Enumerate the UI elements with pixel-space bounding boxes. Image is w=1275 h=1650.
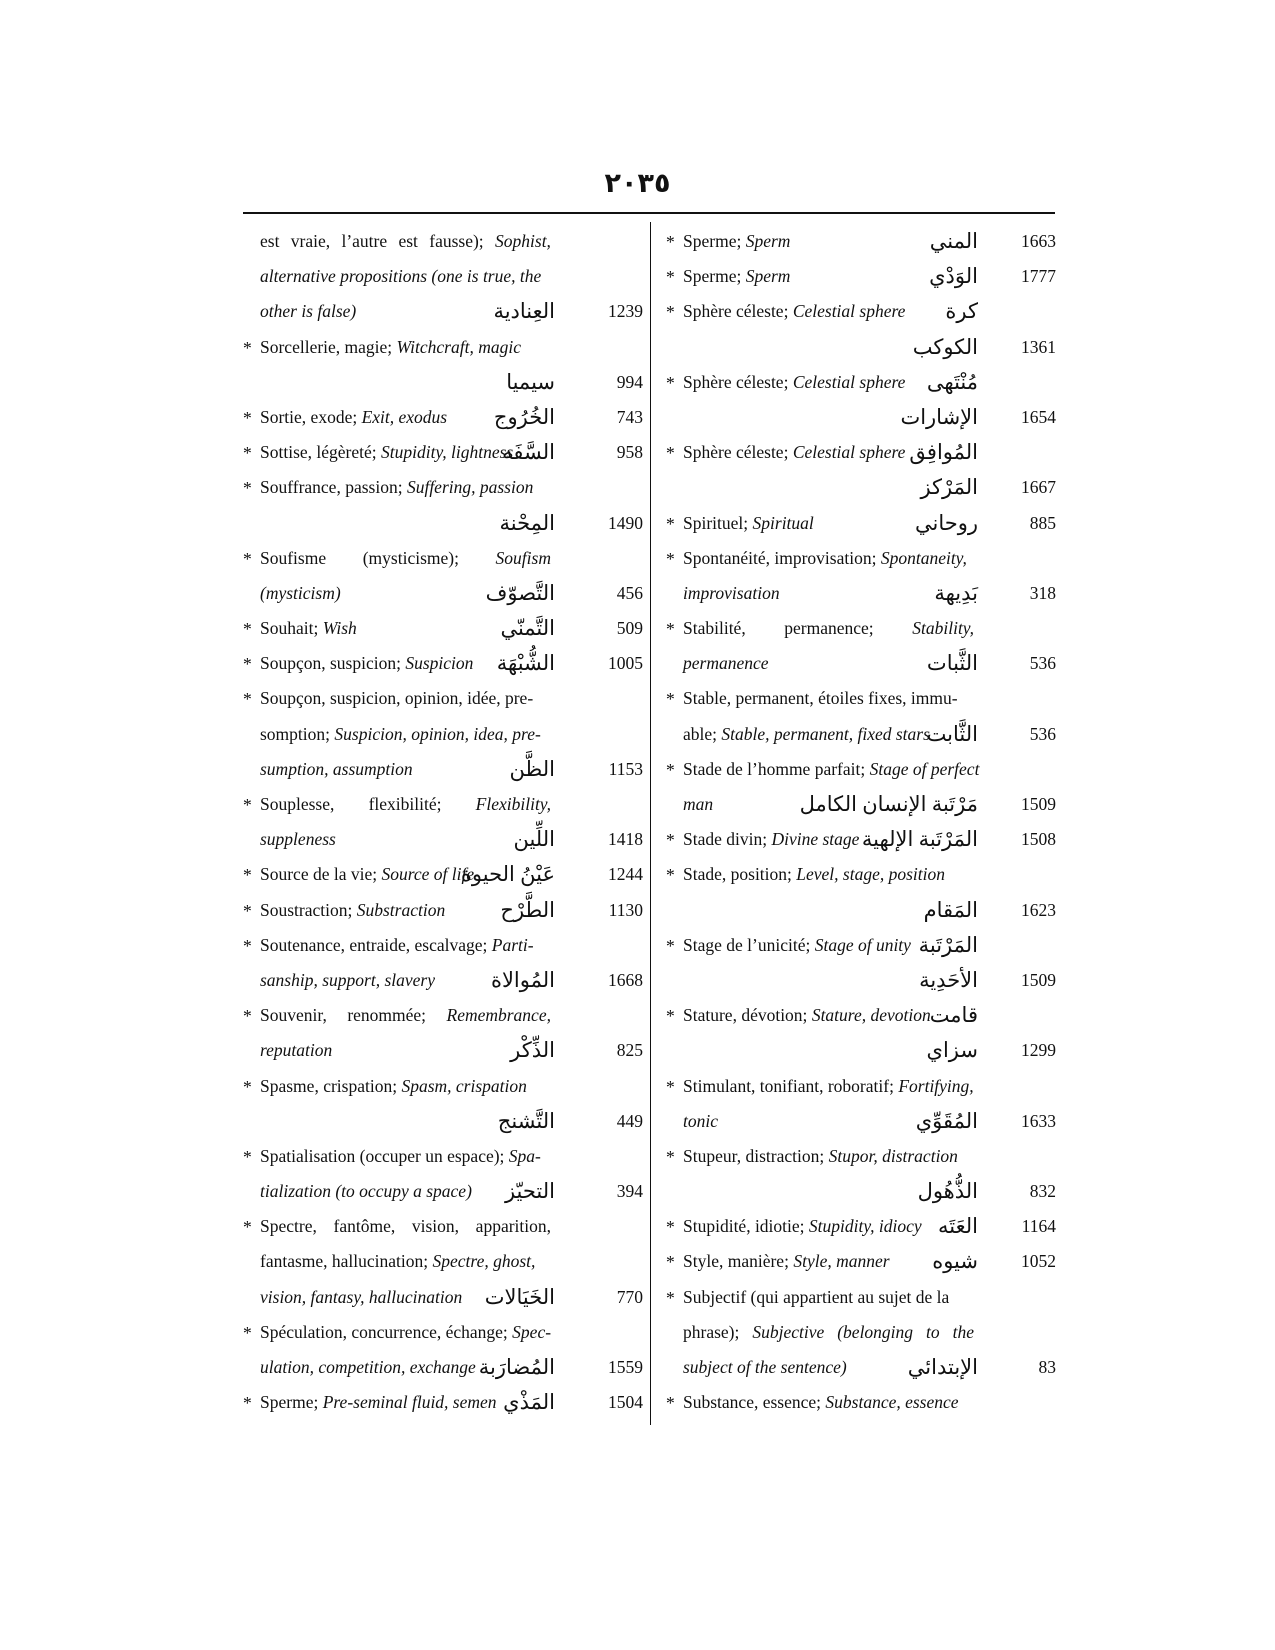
entry-text: Sorcellerie, magie; Witchcraft, magic [260,336,521,357]
entry-line [243,681,643,716]
entry-line [666,646,1056,681]
entry-marker: * [666,935,675,956]
entry-text: reputation [260,1040,333,1061]
entry-line [243,1174,643,1209]
entry-line [243,787,643,822]
entry-marker: * [666,1287,675,1308]
entry-number: 509 [616,618,643,639]
entry-number: 1490 [608,512,643,533]
entry-text: Souvenir, renommée; Remembrance, [260,1005,551,1026]
arabic-term: روحاني [914,510,978,535]
entry-line [243,1209,643,1244]
entry-text: Stade divin; Divine stage [683,829,860,850]
entry-marker: * [666,1393,675,1414]
entry-line [243,611,643,646]
entry-number: 1244 [608,864,643,885]
arabic-term: التَّصوّف [485,580,555,605]
entry-text: Stabilité, permanence; Stability, [683,618,974,639]
entry-marker: * [243,443,252,464]
arabic-term: مَرْتَبة الإنسان الكامل [799,792,978,816]
entry-line [243,1385,643,1420]
entry-number: 832 [1029,1181,1056,1202]
arabic-term: التحيّز [504,1179,555,1204]
entry-marker: * [666,513,675,534]
entry-text: Souplesse, flexibilité; Flexibility, [260,794,551,814]
entry-line [666,1033,1056,1068]
entry-marker: * [666,865,675,886]
entry-text: Soustraction; Substraction [260,899,446,920]
entry-number: 1153 [608,758,643,779]
entry-text: Stupeur, distraction; Stupor, distraction [683,1145,958,1166]
entry-marker: * [243,407,252,428]
entry-text: vision, fantasy, hallucination [260,1286,463,1307]
entry-text: Souffrance, passion; Suffering, passion [260,477,534,498]
entry-marker: * [243,1217,252,1238]
entry-line [666,1209,1056,1244]
entry-number: 1504 [608,1392,643,1413]
entry-line [243,857,643,892]
left-column [243,224,643,1420]
arabic-term: سيميا [506,369,555,394]
entry-line [243,1315,643,1350]
entry-marker: * [243,1006,252,1027]
entry-line [666,1315,1056,1350]
entry-line [243,752,643,787]
entry-number: 1559 [608,1357,643,1377]
right-column [666,224,1056,1420]
entry-marker: * [666,267,675,288]
entry-marker: * [243,548,252,569]
entry-line [243,963,643,998]
entry-text: (mysticism) [260,582,341,603]
entry-number: 1418 [608,829,643,850]
entry-line [243,1104,643,1139]
entry-text: Substance, essence; Substance, essence [683,1392,959,1413]
arabic-term: الوَدْي [929,264,978,289]
entry-line [243,646,643,681]
entry-line [243,365,643,400]
entry-line [666,611,1056,646]
entry-text: Stade de l’homme parfait; Stage of perfect [683,758,980,779]
entry-text: Style, manière; Style, manner [683,1251,890,1272]
entry-text: Soupçon, suspicion, opinion, idée, pre- [260,688,534,709]
entry-number: 1509 [1021,794,1056,814]
entry-text: Soufisme (mysticisme); Soufism [260,547,551,568]
entry-line [666,259,1056,294]
entry-line [243,294,643,329]
entry-number: 1361 [1021,336,1056,357]
entry-number: 1663 [1021,231,1056,251]
arabic-term: الثَّابت [926,721,978,746]
entry-number: 1052 [1021,1251,1056,1272]
arabic-term: الخَيَالات [484,1284,555,1309]
entry-line [666,435,1056,470]
entry-line [666,1385,1056,1420]
entry-marker: * [243,1393,252,1414]
entry-marker: * [243,1146,252,1167]
entry-text: Source de la vie; Source of life [260,864,475,885]
entry-marker: * [243,1076,252,1097]
entry-text: Stimulant, tonifiant, roboratif; Fortifying, [683,1075,974,1096]
arabic-term: مُنْتَهى [926,369,978,394]
entry-marker: * [666,372,675,393]
entry-line [666,1350,1056,1385]
entry-number: 536 [1029,723,1056,744]
entry-line [666,330,1056,365]
entry-line [666,928,1056,963]
entry-marker: * [243,478,252,499]
entry-line [666,963,1056,998]
entry-marker: * [243,619,252,640]
arabic-term: التَّمنّي [500,616,555,641]
arabic-term: المني [929,229,978,253]
entry-text: sanship, support, slavery [260,969,435,990]
entry-line [243,998,643,1033]
entry-text: tialization (to occupy a space) [260,1181,472,1202]
arabic-term: الذُّهُول [917,1179,978,1204]
entry-text: Sperme; Sperm [683,231,791,251]
entry-line [243,470,643,505]
entry-text: Stupidité, idiotie; Stupidity, idiocy [683,1216,922,1237]
entry-marker: * [666,1217,675,1238]
entry-text: Sphère céleste; Celestial sphere [683,371,906,392]
entry-marker: * [666,232,675,252]
entry-text: Spectre, fantôme, vision, apparition, [260,1216,551,1237]
entry-line [666,752,1056,787]
entry-number: 1299 [1021,1040,1056,1061]
entry-number: 1777 [1021,266,1056,287]
entry-number: 994 [616,371,643,392]
entry-number: 958 [616,442,643,463]
entry-text: Sphère céleste; Celestial sphere [683,442,906,463]
entry-marker: * [666,443,675,464]
entry-line [666,1069,1056,1104]
entry-number: 1667 [1021,477,1056,498]
entry-line [666,1139,1056,1174]
entry-text: Stature, dévotion; Stature, devotion [683,1005,931,1026]
entry-text: improvisation [683,582,780,603]
arabic-term: المُضارَبة [478,1355,555,1379]
entry-marker: * [243,865,252,886]
entry-text: permanence [683,653,769,674]
entry-number: 770 [616,1286,643,1307]
arabic-term: المَرْتَبة [918,932,978,957]
arabic-term: الكوكب [912,334,978,359]
entry-marker: * [666,830,675,851]
entry-text: tonic [683,1110,718,1131]
arabic-term: المَذْي [503,1390,555,1415]
entry-text: alternative propositions (one is true, the [260,266,542,287]
entry-line [666,224,1056,259]
entry-line [243,259,643,294]
arabic-term: كرة [945,299,978,324]
arabic-term: عَيْنُ الحيوة [460,862,555,887]
entry-number: 1668 [608,969,643,990]
entry-line [666,294,1056,329]
entry-marker: * [243,900,252,921]
entry-text: est vraie, l’autre est fausse); Sophist, [260,231,551,251]
entry-line [243,400,643,435]
entry-line [666,470,1056,505]
entry-number: 1005 [608,653,643,674]
entry-marker: * [243,654,252,675]
arabic-term: الخُرُوج [493,404,555,429]
column-divider [650,222,651,1425]
entry-marker: * [243,795,252,815]
arabic-term: الذِّكْر [510,1038,555,1063]
entry-marker: * [666,1146,675,1167]
entry-text: Sortie, exode; Exit, exodus [260,406,448,427]
entry-line [243,1033,643,1068]
arabic-term: سزاي [926,1038,978,1063]
entry-marker: * [666,548,675,569]
entry-line [666,541,1056,576]
entry-marker: * [666,302,675,323]
entry-marker: * [666,759,675,780]
entry-number: 1633 [1021,1110,1056,1131]
entry-marker: * [243,935,252,956]
entry-line [666,681,1056,716]
entry-line [243,435,643,470]
arabic-term: الطَّرْح [500,897,555,922]
arabic-term: المُوافِق [909,440,978,465]
entry-text: Sperme; Sperm [683,266,791,287]
entry-number: 1239 [608,301,643,322]
entry-text: Soupçon, suspicion; Suspicion [260,653,474,674]
top-rule [243,212,1055,214]
arabic-term: قامت [929,1003,978,1028]
entry-text: Souhait; Wish [260,618,357,639]
entry-number: 1509 [1021,969,1056,990]
entry-line [666,1244,1056,1279]
entry-text: fantasme, hallucination; Spectre, ghost, [260,1251,536,1272]
entry-line [666,787,1056,822]
arabic-term: الإبتدائي [907,1355,978,1379]
page-number: ٢٠٣٥ [604,168,671,199]
entry-line [243,1069,643,1104]
entry-line [666,365,1056,400]
arabic-term: الثَّبات [926,651,978,676]
entry-marker: * [666,689,675,710]
entry-line [243,893,643,928]
entry-text: Spontanéité, improvisation; Spontaneity, [683,547,967,568]
entry-text: Stage de l’unicité; Stage of unity [683,934,911,955]
entry-line [666,1280,1056,1315]
entry-text: Spirituel; Spiritual [683,512,814,533]
arabic-term: المُقَوِّي [915,1108,978,1133]
entry-line [666,400,1056,435]
entry-line [243,541,643,576]
entry-number: 449 [616,1110,643,1131]
entry-number: 1130 [608,899,643,920]
entry-line [666,822,1056,857]
arabic-term: المَرْتَبة الإلهية [861,827,978,852]
entry-number: 456 [616,582,643,603]
arabic-term: الظَّن [509,756,555,781]
entry-line [666,717,1056,752]
entry-number: 1164 [1021,1216,1056,1237]
entry-line [666,857,1056,892]
arabic-term: شيوه [932,1249,978,1274]
entry-number: 536 [1029,653,1056,674]
entry-text: man [683,794,714,814]
arabic-term: اللِّين [513,827,555,852]
entry-line [243,576,643,611]
arabic-term: المَقام [923,897,978,922]
entry-line [243,1280,643,1315]
entry-marker: * [666,1006,675,1027]
arabic-term: التَّشنج [497,1108,555,1133]
entry-line [243,224,643,259]
entry-text: Sottise, légèreté; Stupidity, lightness [260,442,514,463]
entry-text: phrase); Subjective (belonging to the [683,1321,974,1342]
entry-text: Spéculation, concurrence, échange; Spec- [260,1321,552,1342]
arabic-term: الأحَدِية [919,967,978,992]
entry-number: 743 [616,406,643,427]
entry-text: suppleness [260,829,336,850]
entry-marker: * [666,1252,675,1273]
entry-line [243,1244,643,1279]
entry-number: 1623 [1021,899,1056,920]
entry-marker: * [243,1322,252,1343]
arabic-term: المِحْنة [499,510,555,535]
entry-text: sumption, assumption [260,758,413,779]
entry-text: Spatialisation (occuper un espace); Spa- [260,1145,541,1166]
entry-marker: * [666,1076,675,1097]
entry-text: Stade, position; Level, stage, position [683,864,945,885]
entry-number: 318 [1029,582,1056,603]
entry-number: 394 [616,1181,643,1202]
arabic-term: بَدِيهة [934,580,978,605]
entry-text: Stable, permanent, étoiles fixes, immu- [683,688,958,709]
arabic-term: العِنادية [493,299,555,324]
entry-text: somption; Suspicion, opinion, idea, pre- [260,723,541,744]
entry-line [666,998,1056,1033]
entry-number: 885 [1029,512,1056,533]
arabic-term: العَتَه [938,1214,978,1239]
entry-text: able; Stable, permanent, fixed stars [683,723,930,744]
arabic-term: السَّفَه [502,440,555,465]
entry-line [666,506,1056,541]
entry-number: 83 [1038,1357,1056,1377]
entry-line [666,1174,1056,1209]
entry-line [243,506,643,541]
entry-number: 1654 [1021,406,1056,427]
entry-text: Spasme, crispation; Spasm, crispation [260,1075,527,1096]
entry-line [243,330,643,365]
entry-text: Sperme; Pre-seminal fluid, semen [260,1392,497,1413]
entry-line [243,822,643,857]
entry-line [243,1350,643,1385]
entry-text: other is false) [260,301,357,322]
arabic-term: المَرْكز [920,475,978,500]
entry-text: ulation, competition, exchange [260,1357,476,1377]
entry-number: 825 [616,1040,643,1061]
entry-number: 1508 [1021,829,1056,850]
entry-line [243,928,643,963]
entry-line [666,576,1056,611]
arabic-term: الشُّبْهَة [496,651,555,676]
entry-line [666,893,1056,928]
entry-marker: * [243,689,252,710]
entry-text: Subjectif (qui appartient au sujet de la [683,1286,950,1307]
entry-line [666,1104,1056,1139]
entry-line [243,1139,643,1174]
arabic-term: المُوالاة [490,967,555,992]
entry-text: subject of the sentence) [683,1357,847,1377]
entry-text: Soutenance, entraide, escalvage; Parti- [260,934,534,955]
entry-line [243,717,643,752]
entry-text: Sphère céleste; Celestial sphere [683,301,906,322]
entry-marker: * [666,619,675,640]
arabic-term: الإشارات [900,404,978,429]
entry-marker: * [243,337,252,358]
